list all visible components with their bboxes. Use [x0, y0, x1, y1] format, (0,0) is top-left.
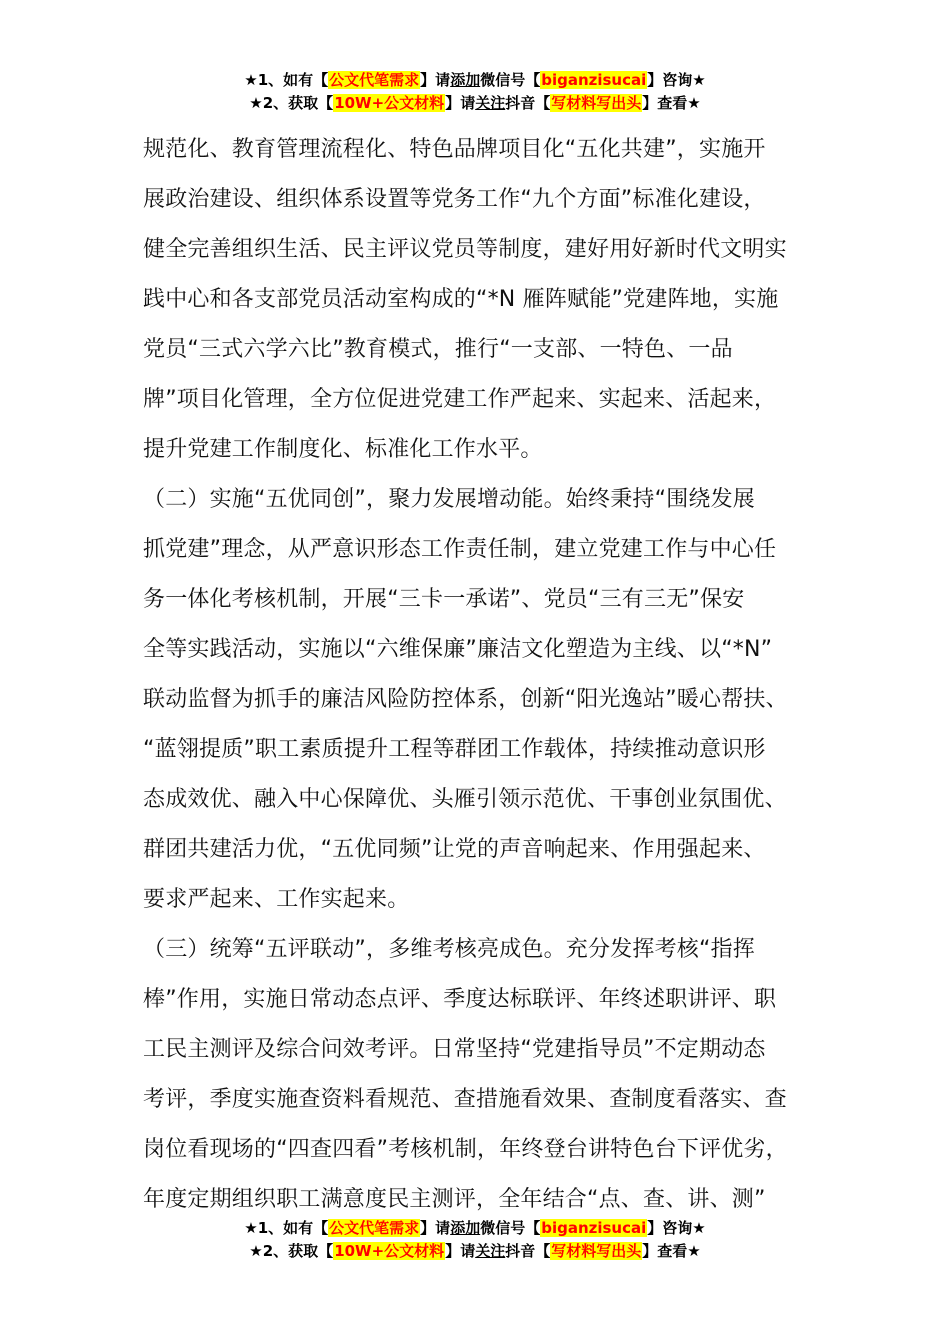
banner-text: 】请: [420, 71, 451, 89]
banner-text: ★1、如有【: [244, 71, 329, 89]
body-line: 务一体化考核机制，开展“三卡一承诺”、党员“三有三无”保安: [143, 587, 745, 612]
banner-text: 】咨询★: [647, 71, 706, 89]
banner-highlight: 公文代笔需求: [329, 1219, 420, 1237]
body-line: 态成效优、融入中心保障优、头雁引领示范优、干事创业氛围优、: [143, 787, 787, 812]
banner-line-1: [0, 69, 950, 92]
banner-text: 抖音【: [505, 1242, 551, 1260]
body-line: 年度定期组织职工满意度民主测评，全年结合“点、查、讲、测”: [143, 1187, 766, 1212]
body-line: 全等实践活动，实施以“六维保廉”廉洁文化塑造为主线、以“*N”: [143, 637, 773, 662]
banner-text: 】请: [420, 1219, 451, 1237]
banner-underlined: 添加: [450, 1219, 481, 1237]
body-line: 健全完善组织生活、民主评议党员等制度，建好用好新时代文明实: [143, 237, 787, 262]
banner-highlight: biganzisucai: [541, 71, 647, 89]
banner-text: 】咨询★: [647, 1219, 706, 1237]
banner-text: 】请: [445, 94, 476, 112]
body-line: 要求严起来、工作实起来。: [143, 887, 410, 912]
body-line: 棒”作用，实施日常动态点评、季度达标联评、年终述职讲评、职: [143, 987, 777, 1012]
banner-text: 】查看★: [642, 94, 701, 112]
body-line: 党员“三式六学六比”教育模式，推行“一支部、一特色、一品: [143, 337, 733, 362]
banner-highlight: 10W+公文材料: [334, 94, 445, 112]
body-line: “蓝翎提质”职工素质提升工程等群团工作载体，持续推动意识形: [143, 737, 766, 762]
body-line: 提升党建工作制度化、标准化工作水平。: [143, 437, 543, 462]
body-line: 展政治建设、组织体系设置等党务工作“九个方面”标准化建设，: [143, 187, 766, 212]
document-body: [143, 125, 833, 1225]
header-banner: [0, 69, 950, 115]
footer-banner: [0, 1217, 950, 1263]
banner-line-2: [0, 92, 950, 115]
banner-text: ★2、获取【: [249, 1242, 334, 1260]
banner-text: ★2、获取【: [249, 94, 334, 112]
body-line: 群团共建活力优，“五优同频”让党的声音响起来、作用强起来、: [143, 837, 766, 862]
banner-text: 】查看★: [642, 1242, 701, 1260]
body-line: （二）实施“五优同创”，聚力发展增动能。始终秉持“围绕发展: [143, 487, 755, 512]
body-line: 联动监督为抓手的廉洁风险防控体系，创新“阳光逸站”暖心帮扶、: [143, 687, 788, 712]
body-line: 工民主测评及综合问效考评。日常坚持“党建指导员”不定期动态: [143, 1037, 766, 1062]
body-line: 考评，季度实施查资料看规范、查措施看效果、查制度看落实、查: [143, 1087, 787, 1112]
banner-text: 微信号【: [480, 71, 541, 89]
banner-highlight: biganzisucai: [541, 1219, 647, 1237]
banner-text: 】请: [445, 1242, 476, 1260]
body-line: 抓党建”理念，从严意识形态工作责任制，建立党建工作与中心任: [143, 537, 777, 562]
body-line: 规范化、教育管理流程化、特色品牌项目化“五化共建”，实施开: [143, 137, 766, 162]
banner-line-1: [0, 1217, 950, 1240]
banner-underlined: 关注: [475, 94, 506, 112]
banner-line-2: [0, 1240, 950, 1263]
banner-underlined: 添加: [450, 71, 481, 89]
banner-highlight: 写材料写出头: [551, 1242, 642, 1260]
banner-highlight: 公文代笔需求: [329, 71, 420, 89]
body-line: 践中心和各支部党员活动室构成的“*N 雁阵赋能”党建阵地，实施: [143, 287, 779, 312]
banner-text: 抖音【: [505, 94, 551, 112]
body-line: （三）统筹“五评联动”，多维考核亮成色。充分发挥考核“指挥: [143, 937, 755, 962]
body-line: 牌”项目化管理，全方位促进党建工作严起来、实起来、活起来，: [143, 387, 777, 412]
banner-highlight: 写材料写出头: [551, 94, 642, 112]
banner-highlight: 10W+公文材料: [334, 1242, 445, 1260]
banner-underlined: 关注: [475, 1242, 506, 1260]
banner-text: ★1、如有【: [244, 1219, 329, 1237]
body-line: 岗位看现场的“四查四看”考核机制，年终登台讲特色台下评优劣，: [143, 1137, 788, 1162]
banner-text: 微信号【: [480, 1219, 541, 1237]
